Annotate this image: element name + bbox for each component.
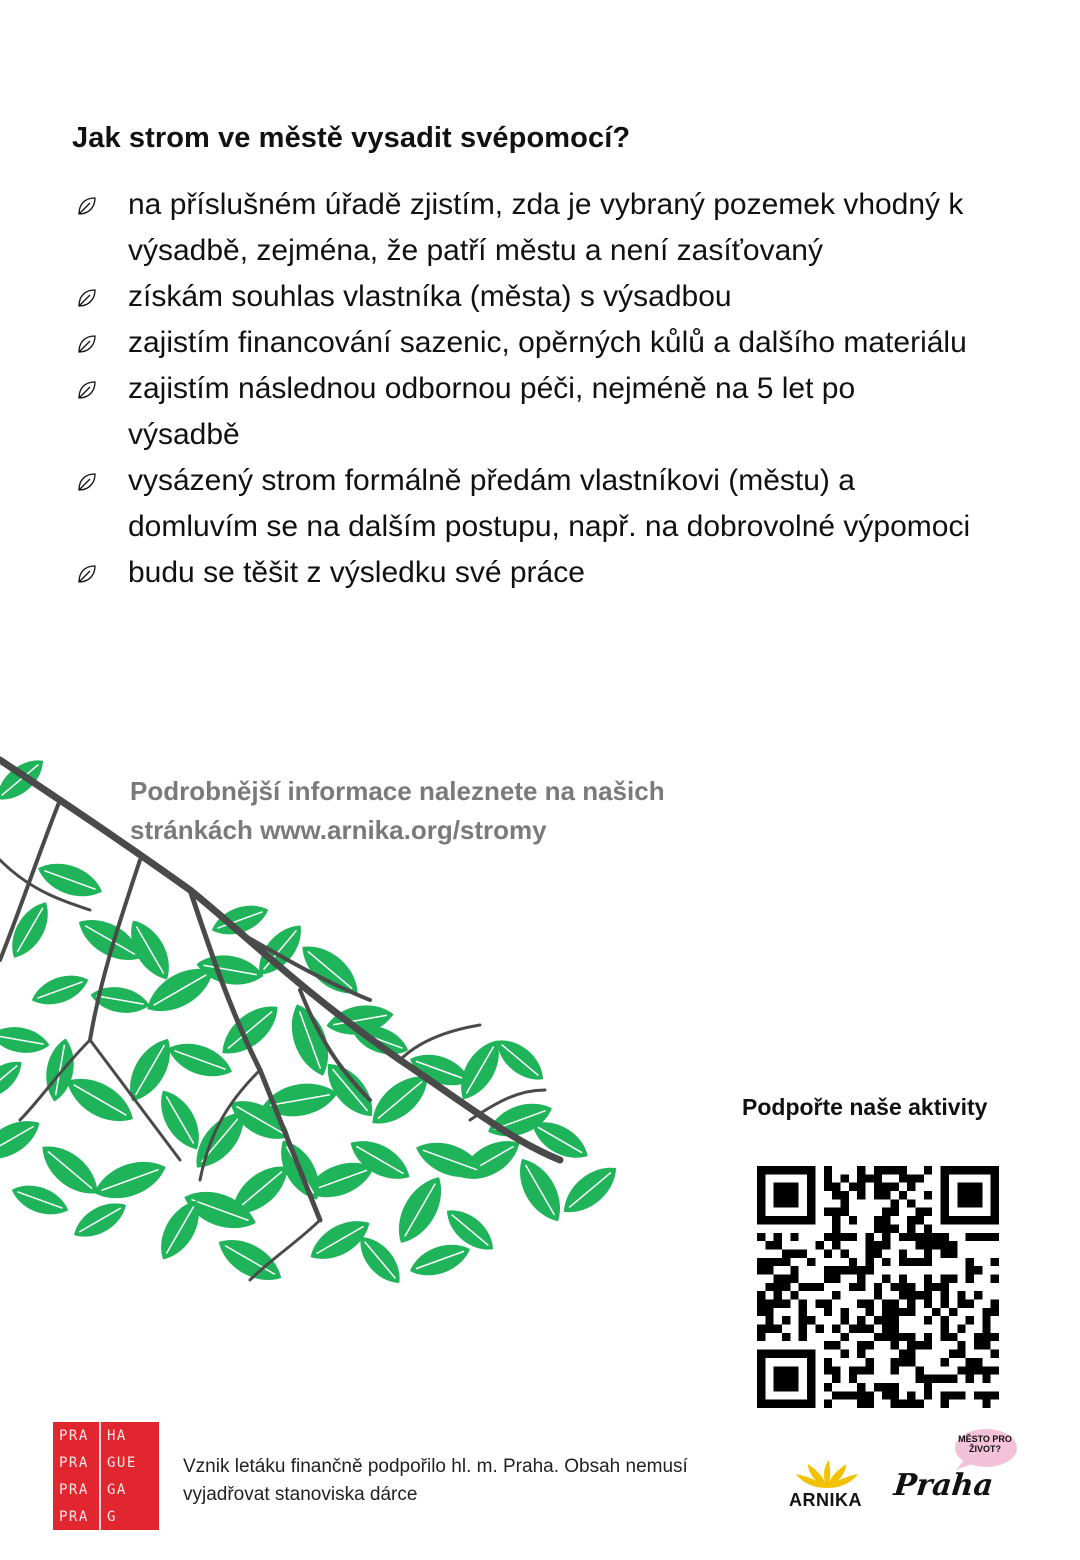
leaf-bullet-icon [76,195,98,217]
funding-disclaimer: Vznik letáku finančně podpořilo hl. m. Praha. Obsah nemusí vyjadřovat stanoviska dárce [183,1456,688,1505]
leaf [0,1053,29,1107]
list-item [72,458,972,550]
step-text: na příslušném úřadě zjistím, zda je vybraný pozemek vhodný k výsadbě, zejména, že patří městu a není zasíťovaný [128,188,964,267]
list-item [72,366,972,458]
more-info-text: Podrobnější informace naleznete na našich stránkách www.arnika.org/stromy [130,776,665,845]
steps-list [72,182,972,596]
list-item [72,182,972,274]
twig [400,1025,480,1060]
list-item [72,320,972,366]
leaf [555,1157,625,1222]
praha-script-logo: Praha [892,1468,995,1503]
logo-cell: PRA [53,1422,101,1449]
leaf [0,1111,46,1169]
logo-cell: G [107,1508,117,1525]
leaf [8,1178,73,1222]
leaf [28,968,93,1012]
step-text: zajistím následnou odbornou péči, nejméně na 5 let po výsadbě [128,372,856,451]
leaf [68,1194,132,1245]
qr-code[interactable] [757,1166,999,1408]
leaf [0,1023,52,1058]
leaf [489,1031,551,1089]
leaf-bullet-icon [76,471,98,493]
leaf-bullet-icon [76,333,98,355]
arnika-logo-text: ARNIKA [789,1490,862,1510]
leaf [405,1237,474,1284]
list-item [72,274,972,320]
logo-cell: PRA [53,1476,101,1503]
step-text: získám souhlas vlastníka (města) s výsadbou [128,280,732,313]
step-text: vysázený strom formálně předám vlastníkovi (městu) a domluvím se na dalším postupu, např. na dobrovolné výpomoci [128,464,971,543]
leaf [211,1229,288,1291]
step-text: zajistím financování sazenic, opěrných kůlů a dalšího materiálu [128,326,967,359]
page-title: Jak strom ve městě vysadit svépomocí? [72,122,631,154]
leaf-bullet-icon [76,287,98,309]
leaf [387,1169,452,1250]
support-title: Podpořte naše aktivity [742,1094,988,1120]
list-item [72,550,972,596]
leaf [33,855,106,905]
bubble-text: MĚSTO PRO ŽIVOT? [958,1434,1012,1454]
logo-cell: PRA [53,1449,101,1476]
praha-city-logo [53,1422,159,1530]
logo-cell: PRA [53,1503,101,1530]
logo-cell: GA [107,1481,127,1498]
step-text: budu se těšit z výsledku své práce [128,556,585,589]
leaf [89,1152,171,1207]
logo-cell: HA [107,1427,127,1444]
leaf-bullet-icon [76,379,98,401]
logo-cell: GUE [107,1454,137,1471]
leaf-bullet-icon [76,563,98,585]
